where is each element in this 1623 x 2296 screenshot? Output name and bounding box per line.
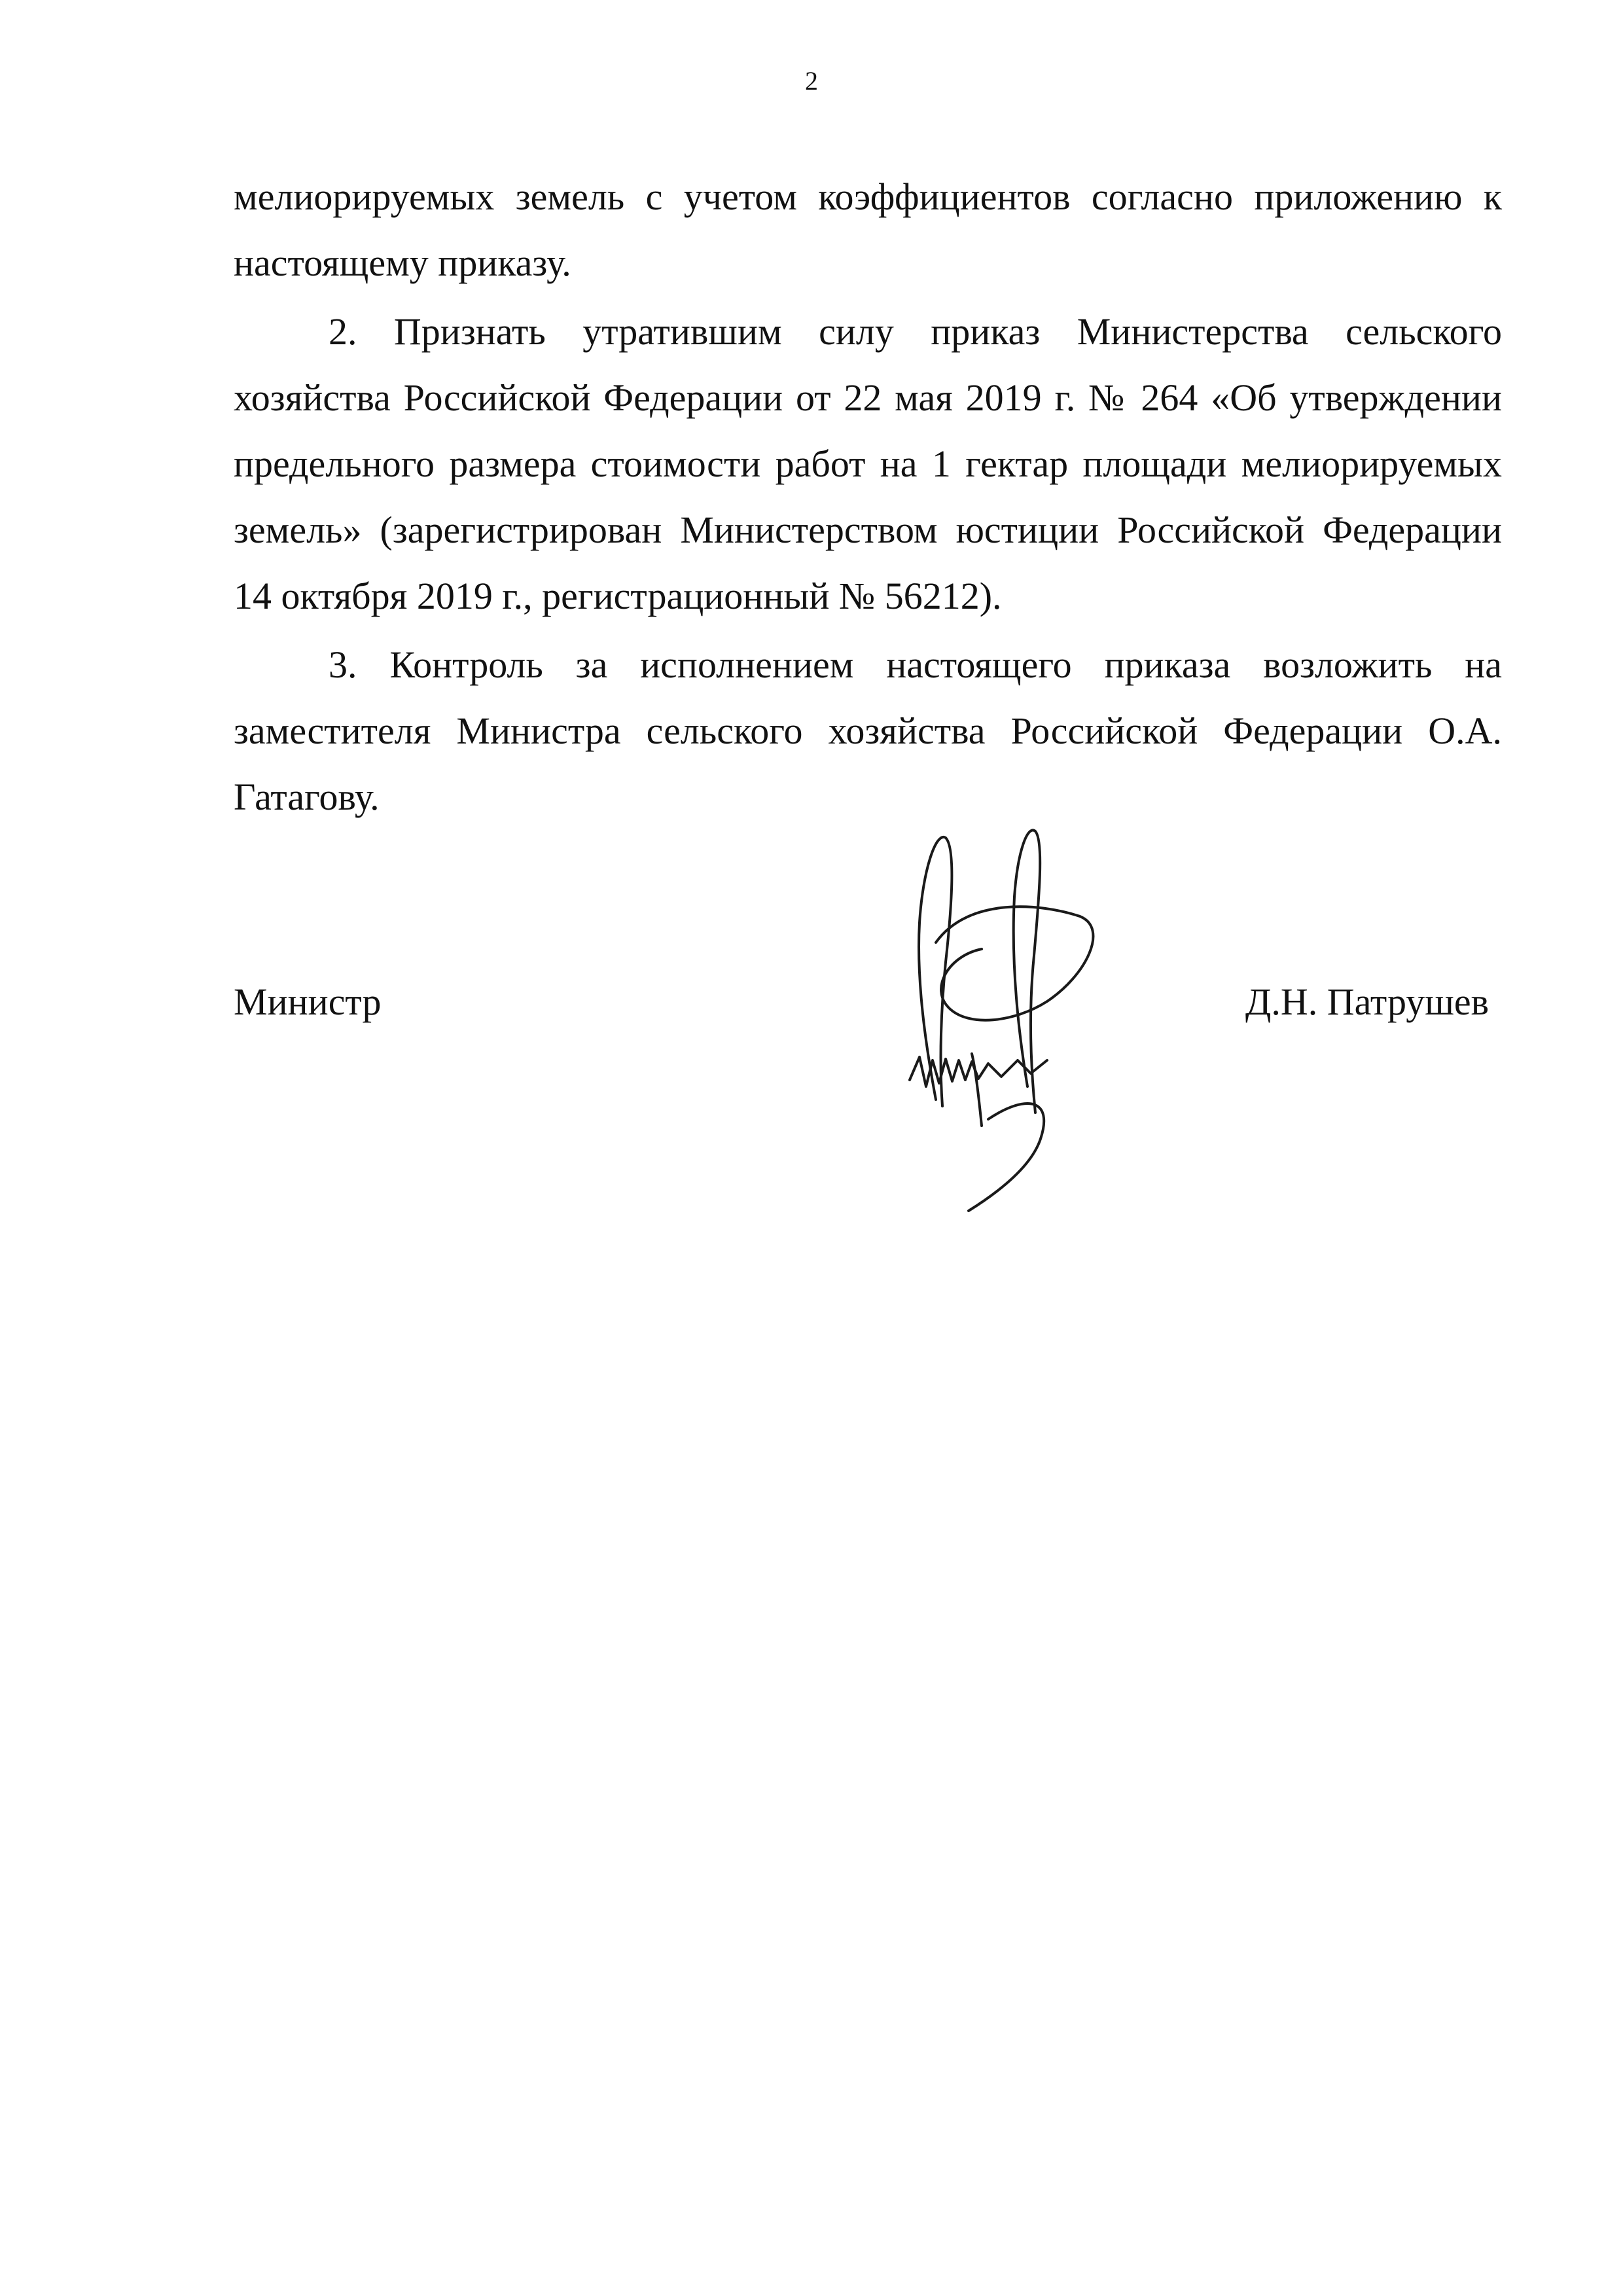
signature-icon [890,812,1099,1217]
paragraph-item-2: 2. Признать утратившим силу приказ Министерства сельского хозяйства Российской Федерации от 22 мая 2019 г. № 264 «Об утверждении предельного размера стоимости работ на 1 гектар площади мелиорируемых земель» (зарегистрирован Министерством юстиции Российской Федерации 14 октября 2019 г., регистрационный № 56212). [234,310,1502,617]
signature-block [234,969,1502,1041]
page-number: 2 [805,66,818,96]
paragraph-item-3: 3. Контроль за исполнением настоящего приказа возложить на заместителя Министра сельского хозяйства Российской Федерации О.А. Гатагову. [234,643,1502,818]
document-body [234,164,1502,830]
signatory-position: Министр [234,980,382,1023]
paragraph-continuation: мелиорируемых земель с учетом коэффициентов согласно приложению к настоящему приказу. [234,175,1502,284]
signatory-name: Д.Н. Патрушев [1245,980,1489,1023]
